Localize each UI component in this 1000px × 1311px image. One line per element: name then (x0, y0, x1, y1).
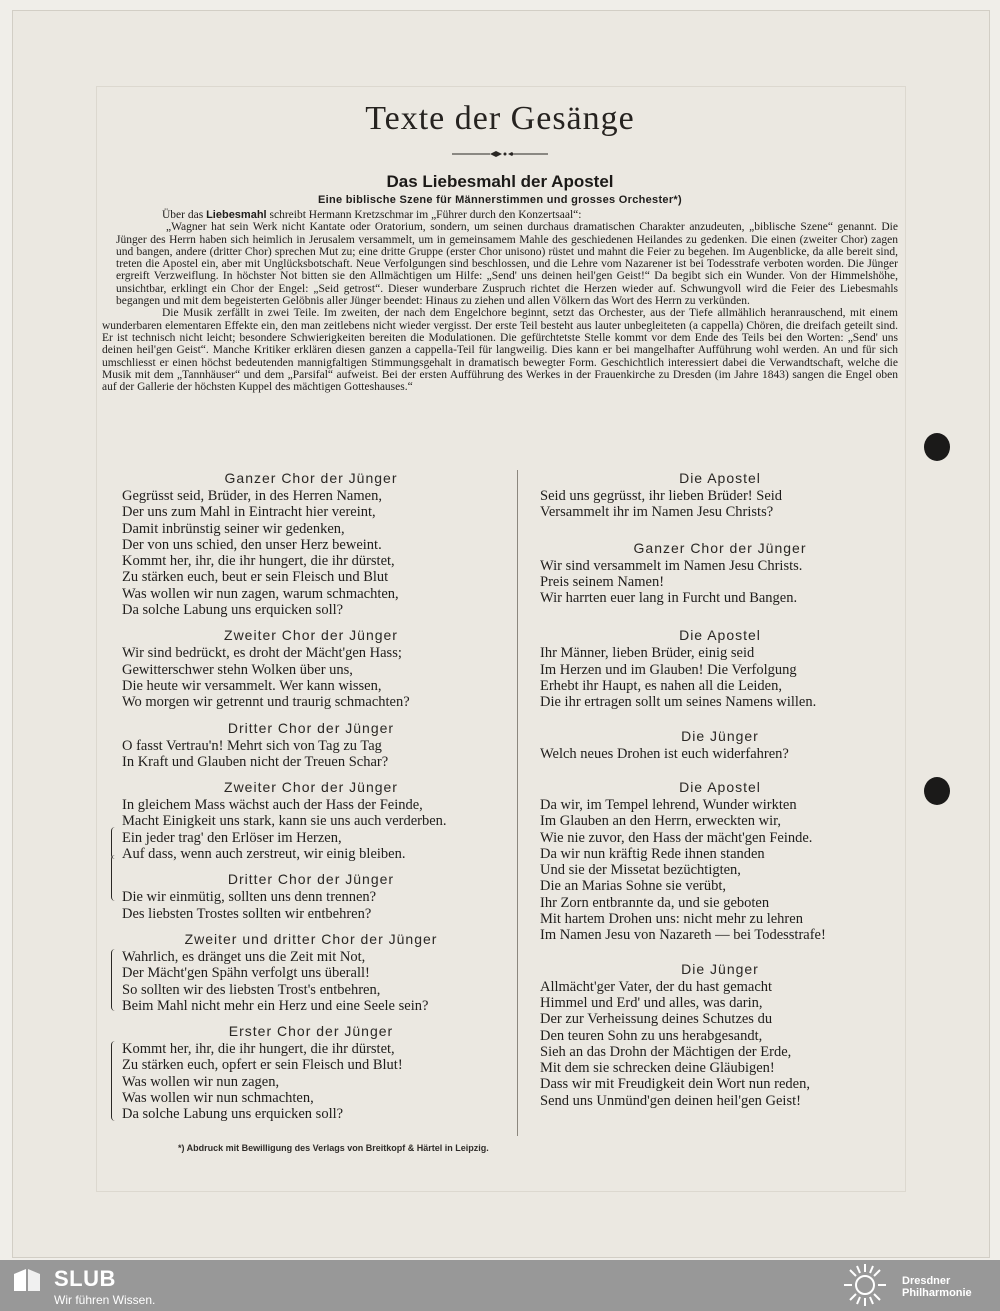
verse-line: Da solche Labung uns erquicken soll? (122, 1106, 344, 1123)
verse-line: Gewitterschwer stehn Wolken über uns, (122, 661, 353, 678)
verse-line: Kommt her, ihr, die ihr hungert, die ihr dürstet, (122, 553, 395, 570)
verse-line: Zu stärken euch, beut er sein Fleisch und Blut (122, 569, 389, 586)
verse-line: Was wollen wir nun zagen, warum schmachten, (122, 585, 399, 602)
verse-section (122, 869, 508, 922)
verse-line: Ein jeder trag' den Erlöser im Herzen, (122, 829, 342, 846)
verse-line: Versammelt ihr im Namen Jesu Christs? (540, 504, 774, 521)
intro-music-paragraph: Die Musik zerfällt in zwei Teile. Im zweiten, der nach dem Engelchore beginnt, setzt das Orchester, aus der Tiefe allmählich heranrauschend, mit einem wunderbaren elementaren Effekte ein, den man zeitlebens nicht wieder vergisst. Der erste Teil besteht aus lauter unbegleiteten (a cappella) Chören, die dreifach geteilt sind. Er ist technisch nicht leicht; besondere Schwierigkeiten bereiten die Modulationen. Die gefürchtetste Stelle kommt vor dem Ende des Teils bei den Worten: „Send' uns deinen heil'gen Geist“. Manche Kritiker erklären diesen ganzen a cappella-Teil für langweilig. Dies kann er bei mangelhafter Aufführung wohl werden. An und für sich umschliesst er einen höchst bedeutenden mannigfaltigen Stimmungsgehalt in dramatisch bewegter Form. Geschichtlich interessiert dabei die Verwandtschaft, welche die Musik mit dem „Tannhäuser“ und dem „Parsifal“ aufweist. Bei der ersten Aufführung des Werkes in der Frauenkirche zu Dresden (im Jahre 1843) sangen die Engel oben auf der Gallerie der höchsten Kuppel des mächtigen Gotteshauses.“ (102, 307, 898, 394)
verse-line: Beim Mahl nicht mehr ein Herz und eine Seele sein? (122, 997, 429, 1014)
verse-line: Auf dass, wenn auch zerstreut, wir einig bleiben. (122, 846, 406, 863)
verse-line: Der uns zum Mahl in Eintracht hier vereint, (122, 504, 376, 521)
verse-line: Dass wir mit Freudigkeit dein Wort nun reden, (540, 1076, 810, 1093)
verse-line: Wir sind versammelt im Namen Jesu Christs. (540, 557, 803, 574)
verse-line: Des liebsten Trostes sollten wir entbehren? (122, 905, 372, 922)
verse-line: Was wollen wir nun zagen, (122, 1073, 280, 1090)
verse-line: Kommt her, ihr, die ihr hungert, die ihr dürstet, (122, 1041, 395, 1058)
section-heading: Die Apostel (679, 778, 761, 795)
verse-line: Himmel und Erd' und alles, was darin, (540, 994, 763, 1011)
philharmonie-logo-icon[interactable] (842, 1262, 888, 1308)
punch-hole (924, 433, 950, 461)
verse-line: Was wollen wir nun schmachten, (122, 1090, 314, 1107)
philharmonie-line-2: Philharmonie (902, 1287, 972, 1299)
library-name[interactable]: SLUB (54, 1266, 116, 1291)
section-heading: Die Jünger (681, 727, 759, 744)
verse-line: Und sie der Missetat bezüchtigten, (540, 862, 741, 879)
verse-line: Send uns Unmünd'gen deinen heil'gen Geist! (540, 1092, 801, 1109)
verse-line: Im Herzen und im Glauben! Die Verfolgung (540, 661, 797, 678)
verse-line: Den teuren Sohn zu uns herabgesandt, (540, 1027, 763, 1044)
verse-line: Da wir nun kräftig Rede ihnen standen (540, 845, 765, 862)
work-title: Das Liebesmahl der Apostel (386, 172, 614, 191)
right-column (540, 468, 900, 1109)
intro-lead: Über das Liebesmahl schreibt Hermann Kretzschmar im „Führer durch den Konzertsaal“: (162, 209, 582, 221)
library-tagline: Wir führen Wissen. (54, 1293, 156, 1307)
verse-line: Zu stärken euch, opfert er sein Fleisch und Blut! (122, 1057, 403, 1074)
verse-line: Ihr Männer, lieben Brüder, einig seid (540, 645, 755, 662)
section-heading: Erster Chor der Jünger (228, 1023, 394, 1040)
verse-line: Im Glauben an den Herrn, erweckten wir, (540, 813, 781, 830)
verse-line: Der von uns schied, den unser Herz beweint. (122, 536, 382, 553)
philharmonie-line-1: Dresdner (902, 1275, 951, 1287)
punch-hole (924, 777, 950, 805)
verse-line: Welch neues Drohen ist euch widerfahren? (540, 745, 789, 762)
verse-section (122, 625, 508, 710)
verse-line: Der zur Verheissung deines Schutzes du (540, 1011, 773, 1028)
verse-line: Mit dem sie schrecken deine Gläubigen! (540, 1060, 775, 1077)
verse-line: Wir sind bedrückt, es droht der Mächt'gen Hass; (122, 645, 402, 662)
brace-mark (111, 1041, 116, 1121)
section-heading: Die Jünger (681, 960, 759, 977)
verse-line: Die heute wir versammelt. Wer kann wissen, (122, 677, 382, 694)
verse-line: Ihr Zorn entbrannte da, und sie geboten (540, 894, 770, 911)
section-heading: Dritter Chor der Jünger (227, 719, 395, 736)
verse-section (122, 468, 508, 618)
section-heading: Die Apostel (679, 627, 761, 644)
column-divider (517, 470, 518, 1136)
section-heading: Die Apostel (679, 470, 761, 486)
verse-section (122, 718, 508, 771)
verse-line: Da solche Labung uns erquicken soll? (122, 602, 344, 619)
verse-line: Sieh an das Drohn der Mächtigen der Erde, (540, 1043, 792, 1060)
verse-line: Wir harrten euer lang in Furcht und Bangen. (540, 590, 798, 607)
section-heading: Zweiter und dritter Chor der Jünger (184, 930, 438, 947)
verse-line: Mit hartem Drohen uns: nicht mehr zu lehren (540, 911, 803, 928)
section-heading: Dritter Chor der Jünger (227, 871, 395, 888)
verse-section (540, 538, 900, 607)
intro-quote: „Wagner hat sein Werk nicht Kantate oder Oratorium, sondern, um seinen durchaus dramatischen Charakter anzudeuten, „biblische Szene“ genannt. Die Jünger des Herrn haben sich heimlich in Jerusalem versammelt, um in gemeinsamem Mahle des geschiedenen Heilandes zu gedenken. Die einen (zweiter Chor) zagen und bangen, andere (dritter Chor) sprechen Mut zu; eine dritte Gruppe (erster Chor unisono) rüstet und mahnt die Feier zu begehen. Im Augenblicke, da alle bereit sind, treten die Apostel ein, aber mit Unglücksbotschaft. Neue Verfolgungen sind beschlossen, und die Lehre vom Nazarener ist bei Todesstrafe verboten worden. Die Jünger ergreift Verzweiflung. In höchster Not bitten sie den Allmächtigen um Hilfe: „Send' uns deinen heil'gen Geist!“ Da begibt sich ein Wunder. Von der Himmelshöhe, unsichtbar, erklingt ein Chor der Engel: „Seid getrost“. Dieser wunderbare Zuspruch richtet die Herzen wieder auf. Schwungvoll wird die Feier des Liebesmahls begangen und mit dem begeisterten Gelöbnis aller Jünger beendet: Hinaus zu ziehen und allen Völkern das Wort des Herrn zu verkünden. (116, 221, 898, 308)
intro-text (102, 209, 898, 393)
verse-line: Die wir einmütig, sollten uns denn trennen? (122, 889, 377, 906)
left-column (122, 468, 508, 1123)
verse-line: In gleichem Mass wächst auch der Hass der Feinde, (122, 797, 423, 814)
verse-line: In Kraft und Glauben nicht der Treuen Schar? (122, 753, 389, 770)
verse-line: Preis seinem Namen! (540, 573, 665, 590)
verse-line: Im Namen Jesu von Nazareth — bei Todesstrafe! (540, 927, 826, 944)
verse-section (540, 959, 900, 1109)
section-heading: Ganzer Chor der Jünger (224, 470, 398, 486)
verse-section (122, 777, 508, 862)
work-subtitle: Eine biblische Szene für Männerstimmen und grosses Orchester*) (318, 194, 682, 206)
brace-mark (111, 827, 116, 859)
verse-section (540, 468, 900, 521)
verse-section (122, 929, 508, 1014)
verse-line: Die ihr ertragen sollt um seines Namens willen. (540, 694, 817, 711)
brace-mark (111, 855, 116, 901)
footnote: *) Abdruck mit Bewilligung des Verlags von Breitkopf & Härtel in Leipzig. (178, 1143, 489, 1153)
verse-section (122, 1021, 508, 1122)
verse-line: Erhebt ihr Haupt, es nahen all die Leiden, (540, 678, 782, 695)
section-heading: Ganzer Chor der Jünger (633, 539, 807, 556)
verse-line: Da wir, im Tempel lehrend, Wunder wirkten (540, 796, 797, 813)
title-ornament (452, 150, 548, 158)
verse-section (540, 625, 900, 710)
verse-line: Der Mächt'gen Spähn verfolgt uns überall! (122, 965, 370, 982)
verse-line: Gegrüsst seid, Brüder, in des Herren Namen, (122, 488, 382, 504)
verse-line: Damit inbrünstig seiner wir gedenken, (122, 520, 345, 537)
page-title: Texte der Gesänge (365, 100, 635, 137)
section-heading: Zweiter Chor der Jünger (224, 779, 398, 796)
verse-line: Macht Einigkeit uns stark, kann sie uns auch verderben. (122, 813, 447, 830)
verse-line: Wo morgen wir getrennt und traurig schmachten? (122, 694, 410, 711)
verse-line: Wie nie zuvor, den Hass der mächt'gen Feinde. (540, 829, 813, 846)
verse-section (540, 726, 900, 762)
verse-line: Wahrlich, es dränget uns die Zeit mit Not, (122, 948, 366, 965)
slub-logo-icon[interactable] (12, 1265, 42, 1295)
verse-section (540, 777, 900, 944)
verse-line: So sollten wir des liebsten Trost's entbehren, (122, 981, 381, 998)
verse-line: Die an Marias Sohne sie verübt, (540, 878, 727, 895)
verse-line: Allmächt'ger Vater, der du hast gemacht (540, 978, 773, 995)
philharmonie-name[interactable] (902, 1275, 972, 1299)
verse-line: O fasst Vertrau'n! Mehrt sich von Tag zu Tag (122, 737, 382, 754)
brace-mark (111, 949, 116, 1011)
section-heading: Zweiter Chor der Jünger (224, 627, 398, 644)
verse-line: Seid uns gegrüsst, ihr lieben Brüder! Seid (540, 488, 783, 504)
